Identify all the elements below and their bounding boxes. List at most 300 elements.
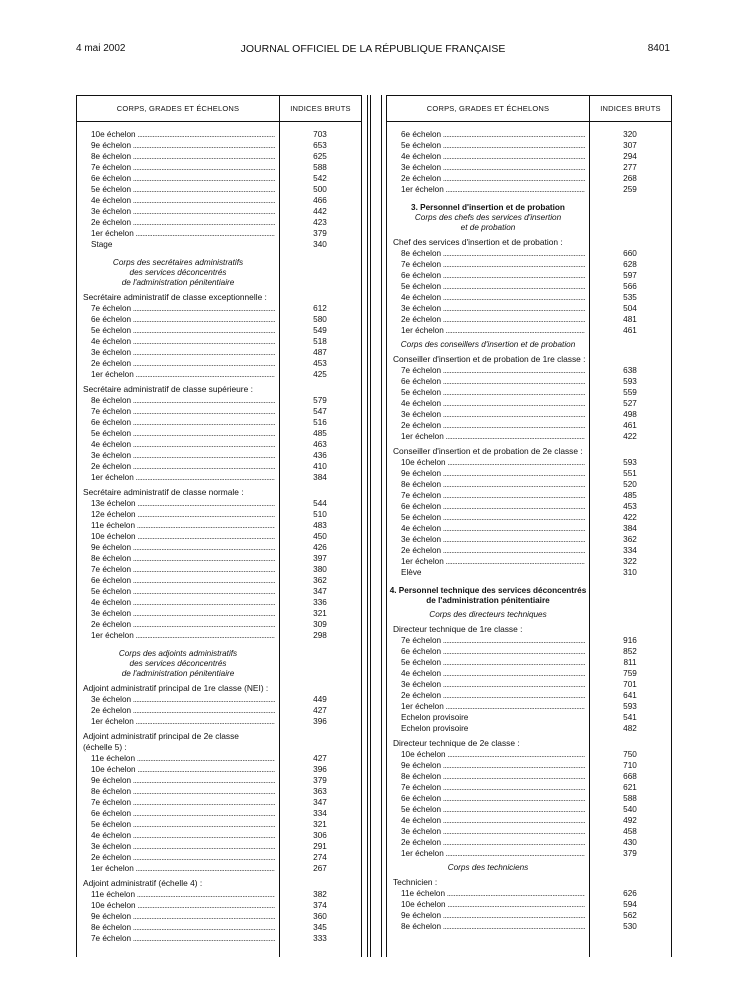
table-row <box>77 542 361 553</box>
table-right <box>386 95 672 957</box>
index-value: 703 <box>313 130 327 139</box>
grade-label: 7e échelon ..... <box>401 365 585 376</box>
index-value: 541 <box>623 713 637 722</box>
grade-label: 2e échelon ..... <box>401 420 585 431</box>
table-row <box>387 712 671 723</box>
grade-label: 3e échelon ..... <box>401 534 585 545</box>
table-row <box>387 635 671 646</box>
table-row <box>387 782 671 793</box>
index-value: 384 <box>313 473 327 482</box>
index-value: 374 <box>313 901 327 910</box>
grade-label: 8e échelon ..... <box>91 395 275 406</box>
grade-label: 2e échelon ..... <box>401 837 585 848</box>
grade-label: 6e échelon ..... <box>401 646 585 657</box>
index-value: 425 <box>313 370 327 379</box>
grade-label: 2e échelon ..... <box>91 461 275 472</box>
index-value: 588 <box>623 794 637 803</box>
page-header <box>76 43 670 57</box>
index-value: 267 <box>313 864 327 873</box>
grade-heading: Adjoint administratif (échelle 4) : <box>83 878 203 888</box>
table-row <box>77 553 361 564</box>
grade-label: 3e échelon ..... <box>91 841 275 852</box>
index-value: 701 <box>623 680 637 689</box>
grade-label: 10e échelon ..... <box>91 531 275 542</box>
index-value: 535 <box>623 293 637 302</box>
grade-label: 1er échelon ..... <box>401 184 585 195</box>
table-row <box>77 336 361 347</box>
table-row <box>387 387 671 398</box>
index-value: 362 <box>623 535 637 544</box>
index-value: 320 <box>623 130 637 139</box>
table-row <box>387 760 671 771</box>
table-row <box>77 314 361 325</box>
table-row <box>387 793 671 804</box>
table-row <box>77 694 361 705</box>
grade-label: 4e échelon ..... <box>91 439 275 450</box>
grade-label: 11e échelon ..... <box>91 889 275 900</box>
grade-label: 6e échelon ..... <box>401 793 585 804</box>
grade-label: 11e échelon ..... <box>91 520 275 531</box>
grade-label: 7e échelon ..... <box>401 490 585 501</box>
grade-label: 6e échelon ..... <box>91 575 275 586</box>
table-row <box>77 195 361 206</box>
grade-label: 4e échelon ..... <box>401 815 585 826</box>
table-row <box>77 520 361 531</box>
table-row <box>77 819 361 830</box>
table-row <box>77 797 361 808</box>
index-value: 482 <box>623 724 637 733</box>
index-value: 579 <box>313 396 327 405</box>
table-row <box>77 786 361 797</box>
index-value: 422 <box>623 432 637 441</box>
column-header-indices: INDICES BRUTS <box>279 96 361 121</box>
table-row <box>387 899 671 910</box>
table-row <box>387 921 671 932</box>
index-value: 566 <box>623 282 637 291</box>
table-row <box>77 509 361 520</box>
section-title: de l'administration pénitentiaire <box>426 596 550 605</box>
index-value: 593 <box>623 458 637 467</box>
table-row <box>387 910 671 921</box>
index-value: 334 <box>623 546 637 555</box>
table-row <box>77 461 361 472</box>
grade-label: 13e échelon ..... <box>91 498 275 509</box>
corps-title: Corps des chefs des services d'insertion <box>414 213 562 222</box>
index-value: 426 <box>313 543 327 552</box>
table-row <box>77 151 361 162</box>
grade-label: 10e échelon ..... <box>91 900 275 911</box>
grade-label: 3e échelon ..... <box>401 303 585 314</box>
grade-label: 6e échelon ..... <box>401 129 585 140</box>
index-value: 458 <box>623 827 637 836</box>
table-row <box>387 490 671 501</box>
table-left <box>76 95 362 957</box>
grade-label: 3e échelon ..... <box>91 608 275 619</box>
index-value: 430 <box>623 838 637 847</box>
index-value: 626 <box>623 889 637 898</box>
grade-label: 8e échelon ..... <box>401 921 585 932</box>
grade-label: 4e échelon ..... <box>91 597 275 608</box>
grade-heading: Conseiller d'insertion et de probation de 1re classe : <box>393 354 585 364</box>
grade-label: 1er échelon ..... <box>91 472 275 483</box>
table-row <box>387 281 671 292</box>
table-row <box>387 303 671 314</box>
table-row <box>387 701 671 712</box>
index-value: 360 <box>313 912 327 921</box>
grade-label: 3e échelon ..... <box>401 162 585 173</box>
index-value: 277 <box>623 163 637 172</box>
table-row <box>387 534 671 545</box>
table-body-left <box>77 129 361 944</box>
grade-label: 1er échelon ..... <box>401 701 585 712</box>
grade-label: 8e échelon ..... <box>91 786 275 797</box>
table-row <box>77 911 361 922</box>
index-value: 268 <box>623 174 637 183</box>
index-value: 593 <box>623 377 637 386</box>
table-header <box>77 96 361 122</box>
index-value: 427 <box>313 706 327 715</box>
index-value: 379 <box>313 776 327 785</box>
index-value: 638 <box>623 366 637 375</box>
index-value: 396 <box>313 717 327 726</box>
grade-label: Stage <box>91 240 113 249</box>
table-row <box>77 206 361 217</box>
table-row <box>387 314 671 325</box>
table-row <box>77 841 361 852</box>
grade-label: 1er échelon ..... <box>401 848 585 859</box>
header-page-number: 8401 <box>647 43 670 54</box>
grade-label: 5e échelon ..... <box>401 512 585 523</box>
grade-label: 9e échelon ..... <box>91 911 275 922</box>
table-row <box>77 417 361 428</box>
corps-title: Corps des techniciens <box>447 863 529 872</box>
grade-label: 2e échelon ..... <box>401 545 585 556</box>
grade-heading: Adjoint administratif principal de 2e classe <box>83 731 239 741</box>
grade-label: 2e échelon ..... <box>401 314 585 325</box>
index-value: 379 <box>623 849 637 858</box>
grade-label: 5e échelon ..... <box>401 804 585 815</box>
index-value: 321 <box>313 609 327 618</box>
table-row <box>77 889 361 900</box>
grade-label: 3e échelon ..... <box>91 347 275 358</box>
grade-label: Elève <box>401 568 422 577</box>
index-value: 580 <box>313 315 327 324</box>
table-row <box>77 217 361 228</box>
index-value: 530 <box>623 922 637 931</box>
grade-label: 6e échelon ..... <box>91 417 275 428</box>
table-row <box>387 457 671 468</box>
index-value: 379 <box>313 229 327 238</box>
index-value: 463 <box>313 440 327 449</box>
index-value: 483 <box>313 521 327 530</box>
table-row <box>77 922 361 933</box>
index-value: 461 <box>623 326 637 335</box>
table-row <box>387 668 671 679</box>
grade-heading: Technicien : <box>393 877 438 887</box>
grade-label: 7e échelon ..... <box>401 259 585 270</box>
table-row <box>387 292 671 303</box>
table-row <box>77 239 361 250</box>
grade-heading: Directeur technique de 1re classe : <box>393 624 523 634</box>
table-row <box>77 472 361 483</box>
table-row <box>387 749 671 760</box>
index-value: 710 <box>623 761 637 770</box>
grade-heading: Secrétaire administratif de classe supérieure : <box>83 384 253 394</box>
grade-label: 3e échelon ..... <box>401 409 585 420</box>
index-value: 321 <box>313 820 327 829</box>
corps-title: des services déconcentrés <box>129 268 227 277</box>
index-value: 306 <box>313 831 327 840</box>
index-value: 485 <box>623 491 637 500</box>
grade-label: 7e échelon ..... <box>91 564 275 575</box>
table-row <box>77 325 361 336</box>
grade-label: Echelon provisoire <box>401 713 469 722</box>
grade-label: 4e échelon ..... <box>401 398 585 409</box>
grade-label: 1er échelon ..... <box>91 630 275 641</box>
column-header-indices: INDICES BRUTS <box>589 96 671 121</box>
grade-label: 12e échelon ..... <box>91 509 275 520</box>
grade-label: 4e échelon ..... <box>91 336 275 347</box>
index-value: 540 <box>623 805 637 814</box>
grade-label: 8e échelon ..... <box>91 922 275 933</box>
table-row <box>387 567 671 578</box>
grade-label: 2e échelon ..... <box>401 690 585 701</box>
table-row <box>77 369 361 380</box>
index-value: 481 <box>623 315 637 324</box>
grade-label: 10e échelon ..... <box>401 457 585 468</box>
grade-label: 2e échelon ..... <box>91 217 275 228</box>
table-row <box>387 657 671 668</box>
index-value: 759 <box>623 669 637 678</box>
section-title: 4. Personnel technique des services déconcentrés <box>389 586 587 595</box>
index-value: 668 <box>623 772 637 781</box>
table-row <box>77 162 361 173</box>
grade-label: 11e échelon ..... <box>401 888 585 899</box>
table-row <box>387 270 671 281</box>
grade-label: 7e échelon ..... <box>91 797 275 808</box>
column-header-grades: CORPS, GRADES ET ÉCHELONS <box>116 104 240 113</box>
grade-label: 8e échelon ..... <box>91 151 275 162</box>
grade-label: 5e échelon ..... <box>91 184 275 195</box>
table-row <box>387 771 671 782</box>
corps-title: de l'administration pénitentiaire <box>121 278 235 287</box>
gutter-rule <box>381 95 382 957</box>
table-row <box>77 498 361 509</box>
table-row <box>387 140 671 151</box>
table-row <box>387 512 671 523</box>
grade-label: 4e échelon ..... <box>401 523 585 534</box>
grade-label: 8e échelon ..... <box>401 479 585 490</box>
corps-title: Corps des directeurs techniques <box>429 610 547 619</box>
grade-heading: Directeur technique de 2e classe : <box>393 738 520 748</box>
grade-label: 10e échelon ..... <box>401 749 585 760</box>
grade-label: 5e échelon ..... <box>91 325 275 336</box>
table-row <box>387 409 671 420</box>
table-row <box>387 129 671 140</box>
corps-title: Corps des adjoints administratifs <box>118 649 238 658</box>
table-row <box>77 228 361 239</box>
index-value: 363 <box>313 787 327 796</box>
header-title: JOURNAL OFFICIEL DE LA RÉPUBLIQUE FRANÇAISE <box>240 43 506 55</box>
table-row <box>387 888 671 899</box>
gutter-rule <box>367 95 368 957</box>
index-value: 461 <box>623 421 637 430</box>
grade-label: 8e échelon ..... <box>401 771 585 782</box>
table-row <box>387 398 671 409</box>
spacer <box>387 195 671 203</box>
table-row <box>387 679 671 690</box>
index-value: 309 <box>313 620 327 629</box>
grade-label: 10e échelon ..... <box>401 899 585 910</box>
index-value: 551 <box>623 469 637 478</box>
table-row <box>387 184 671 195</box>
grade-label: 1er échelon ..... <box>401 431 585 442</box>
index-value: 500 <box>313 185 327 194</box>
index-value: 559 <box>623 388 637 397</box>
index-value: 621 <box>623 783 637 792</box>
index-value: 518 <box>313 337 327 346</box>
grade-label: 7e échelon ..... <box>401 635 585 646</box>
index-value: 498 <box>623 410 637 419</box>
index-value: 294 <box>623 152 637 161</box>
table-row <box>387 365 671 376</box>
index-value: 653 <box>313 141 327 150</box>
grade-heading: (échelle 5) : <box>83 742 127 752</box>
index-value: 310 <box>623 568 637 577</box>
index-value: 397 <box>313 554 327 563</box>
table-row <box>77 450 361 461</box>
grade-label: 10e échelon ..... <box>91 129 275 140</box>
index-value: 347 <box>313 587 327 596</box>
index-value: 628 <box>623 260 637 269</box>
index-value: 852 <box>623 647 637 656</box>
index-value: 427 <box>313 754 327 763</box>
grade-heading: Conseiller d'insertion et de probation de 2e classe : <box>393 446 583 456</box>
index-value: 382 <box>313 890 327 899</box>
table-row <box>77 395 361 406</box>
grade-label: 7e échelon ..... <box>401 782 585 793</box>
grade-label: 5e échelon ..... <box>401 281 585 292</box>
table-row <box>77 808 361 819</box>
grade-label: 1er échelon ..... <box>91 863 275 874</box>
table-row <box>77 173 361 184</box>
table-row <box>77 597 361 608</box>
grade-heading: Adjoint administratif principal de 1re classe (NEI) : <box>83 683 269 693</box>
table-row <box>387 248 671 259</box>
grade-label: 2e échelon ..... <box>91 358 275 369</box>
index-value: 492 <box>623 816 637 825</box>
index-value: 334 <box>313 809 327 818</box>
index-value: 362 <box>313 576 327 585</box>
grade-label: 2e échelon ..... <box>401 173 585 184</box>
corps-title: de l'administration pénitentiaire <box>121 669 235 678</box>
index-value: 436 <box>313 451 327 460</box>
table-row <box>387 556 671 567</box>
grade-label: 10e échelon ..... <box>91 764 275 775</box>
grade-label: 3e échelon ..... <box>91 694 275 705</box>
grade-label: 2e échelon ..... <box>91 619 275 630</box>
index-value: 450 <box>313 532 327 541</box>
index-value: 449 <box>313 695 327 704</box>
grade-label: 1er échelon ..... <box>91 369 275 380</box>
grade-label: 7e échelon ..... <box>91 406 275 417</box>
table-row <box>387 523 671 534</box>
grade-label: Echelon provisoire <box>401 724 469 733</box>
index-value: 504 <box>623 304 637 313</box>
index-value: 625 <box>313 152 327 161</box>
index-value: 422 <box>623 513 637 522</box>
grade-label: 6e échelon ..... <box>91 808 275 819</box>
table-row <box>77 933 361 944</box>
index-value: 527 <box>623 399 637 408</box>
grade-label: 3e échelon ..... <box>401 826 585 837</box>
table-row <box>387 162 671 173</box>
index-value: 466 <box>313 196 327 205</box>
index-value: 384 <box>623 524 637 533</box>
table-row <box>77 705 361 716</box>
table-row <box>77 608 361 619</box>
table-row <box>387 646 671 657</box>
grade-label: 6e échelon ..... <box>91 314 275 325</box>
grade-label: 5e échelon ..... <box>91 819 275 830</box>
grade-heading: Chef des services d'insertion et de probation : <box>393 237 563 247</box>
grade-label: 8e échelon ..... <box>91 553 275 564</box>
index-value: 410 <box>313 462 327 471</box>
grade-label: 7e échelon ..... <box>91 303 275 314</box>
index-value: 322 <box>623 557 637 566</box>
table-row <box>77 531 361 542</box>
index-value: 520 <box>623 480 637 489</box>
grade-label: 5e échelon ..... <box>91 428 275 439</box>
index-value: 274 <box>313 853 327 862</box>
grade-label: 1er échelon ..... <box>401 325 585 336</box>
index-value: 544 <box>313 499 327 508</box>
index-value: 380 <box>313 565 327 574</box>
table-row <box>77 775 361 786</box>
grade-label: 9e échelon ..... <box>401 910 585 921</box>
index-value: 336 <box>313 598 327 607</box>
grade-label: 3e échelon ..... <box>401 679 585 690</box>
column-header-grades: CORPS, GRADES ET ÉCHELONS <box>426 104 550 113</box>
index-value: 396 <box>313 765 327 774</box>
grade-label: 7e échelon ..... <box>91 933 275 944</box>
table-row <box>387 151 671 162</box>
grade-label: 5e échelon ..... <box>401 140 585 151</box>
table-row <box>77 439 361 450</box>
table-row <box>77 406 361 417</box>
index-value: 291 <box>313 842 327 851</box>
table-row <box>387 837 671 848</box>
table-row <box>77 575 361 586</box>
grade-label: 6e échelon ..... <box>401 501 585 512</box>
grade-label: 6e échelon ..... <box>401 270 585 281</box>
index-value: 547 <box>313 407 327 416</box>
grade-label: 4e échelon ..... <box>401 292 585 303</box>
corps-title: et de probation <box>460 223 516 232</box>
table-row <box>387 479 671 490</box>
table-row <box>77 764 361 775</box>
grade-label: 4e échelon ..... <box>91 195 275 206</box>
table-row <box>77 753 361 764</box>
section-title: 3. Personnel d'insertion et de probation <box>411 203 565 212</box>
table-row <box>77 863 361 874</box>
grade-heading: Secrétaire administratif de classe exceptionnelle : <box>83 292 267 302</box>
grade-label: 2e échelon ..... <box>91 852 275 863</box>
corps-title: Corps des conseillers d'insertion et de probation <box>400 340 576 349</box>
table-header <box>387 96 671 122</box>
grade-label: 5e échelon ..... <box>401 657 585 668</box>
grade-label: 9e échelon ..... <box>91 140 275 151</box>
